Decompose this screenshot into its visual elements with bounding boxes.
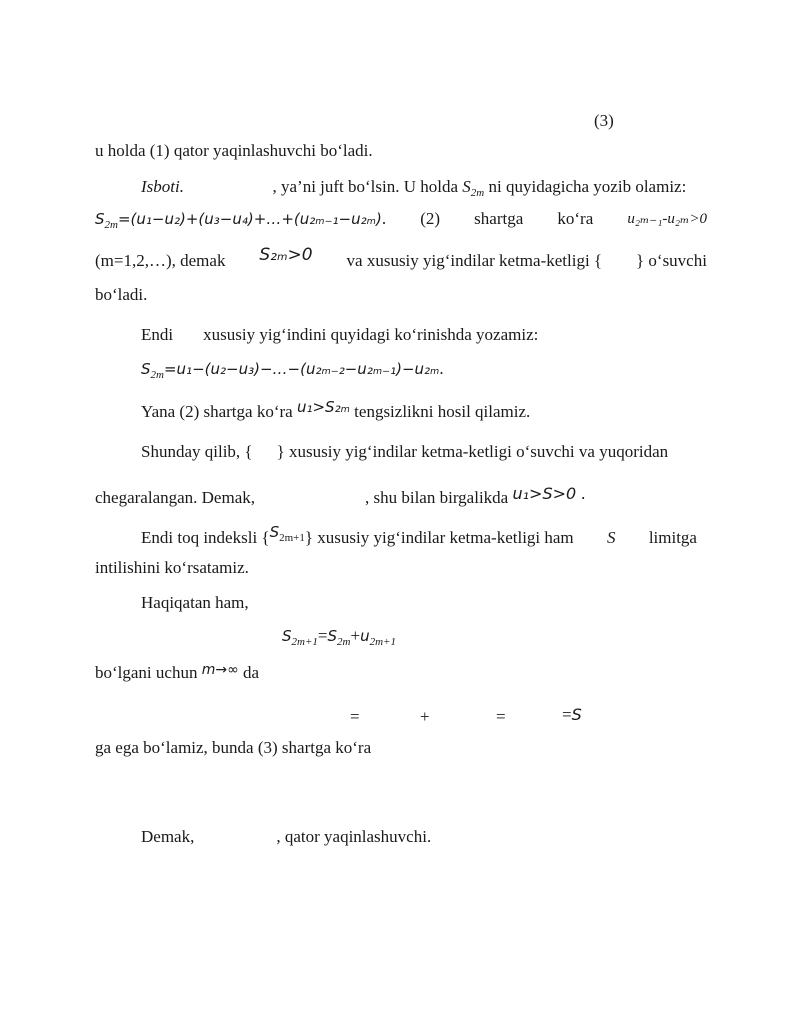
word: ko‘ra xyxy=(557,209,594,228)
text-line: Demak, , qator yaqinlashuvchi. xyxy=(141,827,432,846)
limit-s: S xyxy=(606,528,616,547)
text-line: ga ega bo‘lamiz, bunda (3) shartga ko‘ra xyxy=(95,738,372,757)
formula-m-to-infinity: m→∞ xyxy=(201,662,239,678)
word: (2) xyxy=(420,209,441,228)
limit-eq-sign-1: = xyxy=(350,707,360,726)
proof-text-b: ni quyidagicha yozib olamiz: xyxy=(488,177,687,196)
proof-label: Isbоti. xyxy=(141,177,184,196)
line3-b: va xususiy yig‘indilar ketma-ketligi { xyxy=(346,251,603,270)
proof-text-a: , ya’ni juft bo‘lsin. U holda xyxy=(272,177,459,196)
text-line: Yana (2) shartga ko‘ra u₁>S₂ₘ tengsizlikni hosil qilamiz. xyxy=(141,398,531,421)
formula-u1-gt-s2m: u₁>S₂ₘ xyxy=(296,398,350,416)
text-line xyxy=(95,245,707,272)
text-line: bo‘ladi. xyxy=(95,285,148,304)
line10-c: limitga xyxy=(648,528,697,547)
formula-s2m-positive: S₂ₘ>0 xyxy=(259,245,313,265)
limit-plus-sign: + xyxy=(420,707,430,726)
sum-equation-line xyxy=(95,208,707,230)
condition-formula: u₂ₘ₋₁-u₂ₘ>0 xyxy=(627,211,707,227)
line3-a: (m=1,2,…), demak xyxy=(95,251,226,270)
line3-c: } o‘suvchi xyxy=(636,251,707,270)
odd-sum-formula: $S_{2m+1}=S_{2m}+u_{2m+1}$ xyxy=(282,626,396,648)
text-line: Shunday qilib, { } xususiy yig‘indilar ketma-ketligi o‘suvchi va yuqoridan xyxy=(141,442,669,461)
sum-formula: $S_{2m}=(u_1-u_2)+(u_3-u_4)+\dots+(u_{2m-1}-u_{2m})$. xyxy=(95,209,387,231)
limit-eq-sign-2: = xyxy=(496,707,506,726)
formula-u1-gt-s-gt-0: u₁>S>0 . xyxy=(512,484,587,503)
text-line: intilishini ko‘rsatamiz. xyxy=(95,558,249,577)
limit-result: =S xyxy=(562,705,582,724)
sym-s: $S_{2m}$ xyxy=(462,177,485,199)
word: shartga xyxy=(474,209,524,228)
text-line: chegaralangan. Demak, , shu bilan birgalikda u₁>S>0 . xyxy=(95,484,587,507)
equation-number: (3) xyxy=(594,111,614,130)
line10-a: Endi toq indeksli $\{S_{2m+1}\}$ xususiy yig‘indilar ketma-ketligi ham xyxy=(141,523,574,547)
text-line xyxy=(141,523,697,549)
text-line: Endi xususiy yig‘indini quyidagi ko‘rinishda yozamiz: xyxy=(141,325,539,344)
text-line: Haqiqatan ham, xyxy=(141,593,249,612)
text-line: bo‘lgani uchun $^{m\to\infty}$ da xyxy=(95,662,260,682)
proof-line xyxy=(141,176,686,198)
text-line: u holda (1) qator yaqinlashuvchi bo‘ladi. xyxy=(95,141,373,160)
alt-sum-formula: $S_{2m}=u_1-(u_2-u_3)-\dots-(u_{2m-2}-u_{2m-1})-u_{2m}$. xyxy=(141,359,444,381)
